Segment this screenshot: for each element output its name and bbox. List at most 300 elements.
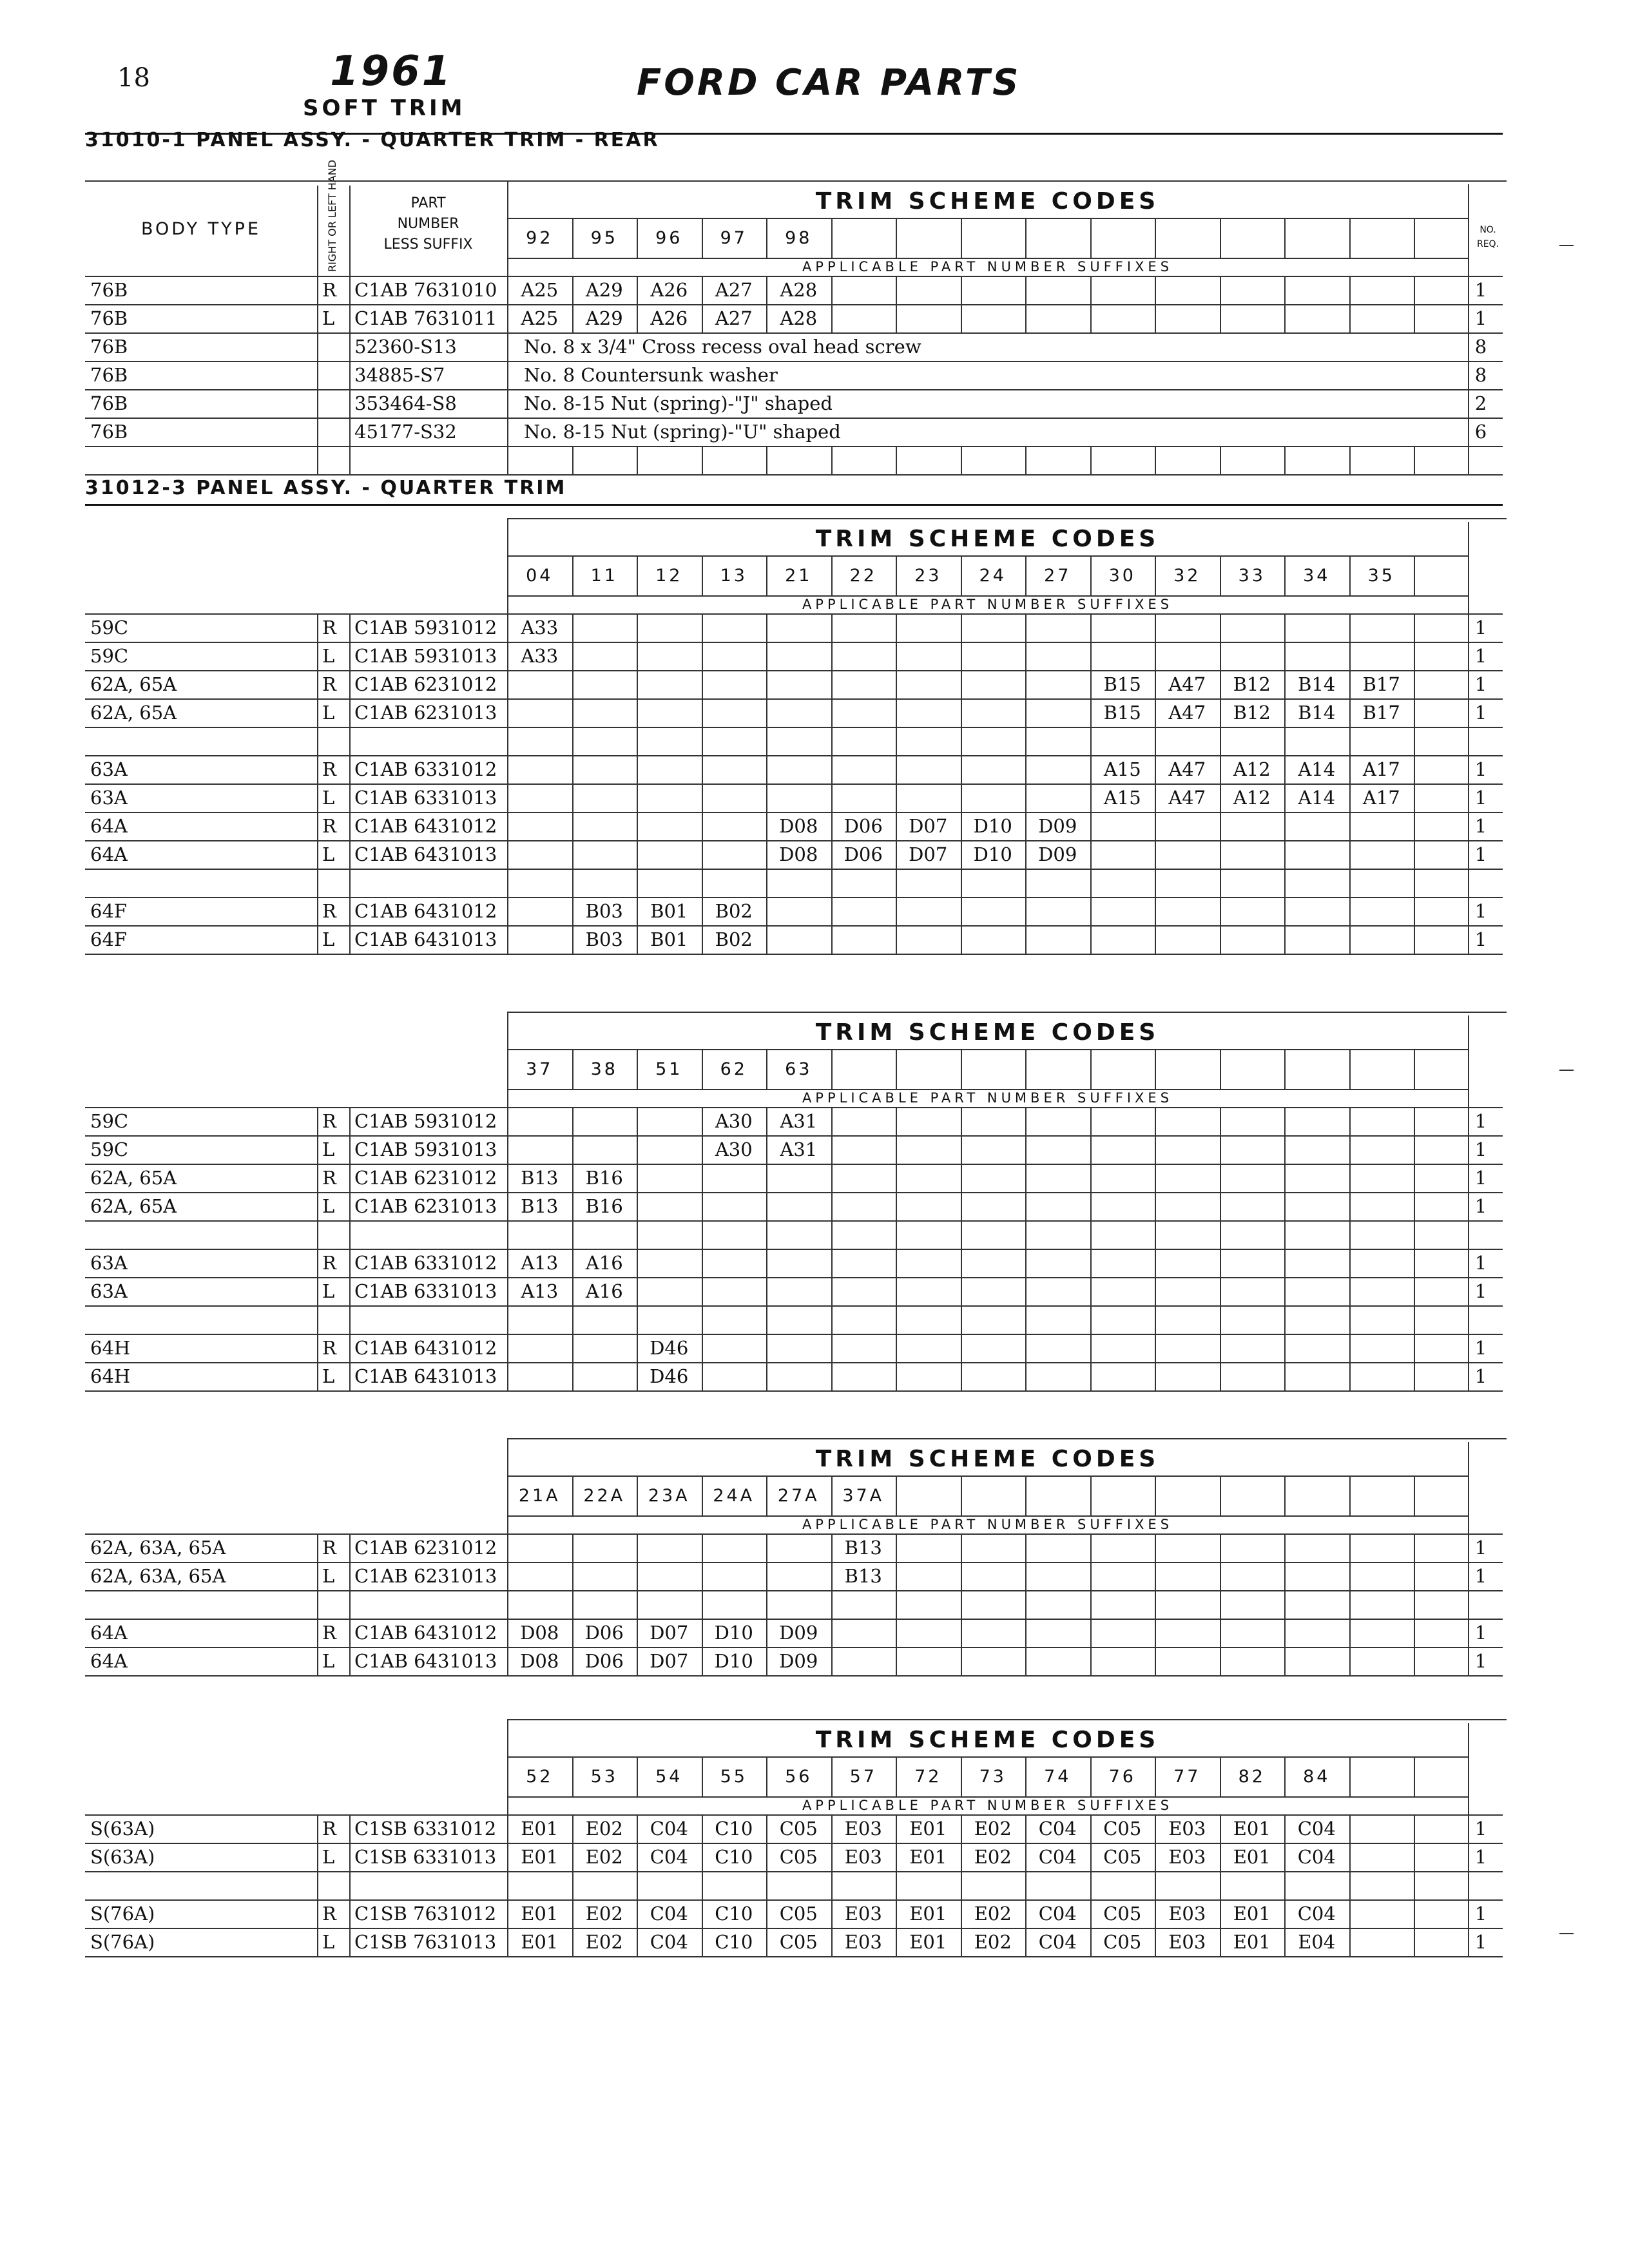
part-number-cell: C1AB 6431012 bbox=[354, 815, 497, 837]
suffix-divider bbox=[961, 670, 962, 698]
suffix-divider bbox=[1155, 840, 1156, 869]
suffix-divider bbox=[1414, 925, 1415, 954]
spacer-row bbox=[85, 1220, 1503, 1250]
suffix-divider bbox=[961, 613, 962, 642]
suffix-cell bbox=[637, 1192, 702, 1220]
suffix-divider bbox=[896, 304, 897, 332]
body-type-cell: 62A, 63A, 65A bbox=[90, 1537, 226, 1559]
suffix-divider bbox=[961, 783, 962, 812]
suffix-divider bbox=[1414, 670, 1415, 698]
column-divider bbox=[1468, 184, 1469, 280]
suffix-divider bbox=[1284, 897, 1286, 925]
right-or-left-hand-heading: RIGHT OR LEFT HAND bbox=[326, 160, 338, 272]
suffix-cell bbox=[637, 1107, 702, 1135]
suffix-divider bbox=[1155, 1249, 1156, 1277]
suffix-divider bbox=[1090, 897, 1092, 925]
suffix-cell: D46 bbox=[650, 1365, 689, 1387]
column-divider bbox=[507, 1533, 508, 1675]
suffix-divider bbox=[1025, 1619, 1027, 1647]
suffix-cell: D46 bbox=[650, 1337, 689, 1359]
suffix-cell: E01 bbox=[909, 1818, 947, 1840]
code-header-divider bbox=[637, 1049, 638, 1089]
trim-code-header bbox=[831, 1049, 896, 1089]
suffix-divider bbox=[1090, 613, 1092, 642]
suffix-divider bbox=[896, 1164, 897, 1192]
suffix-divider bbox=[1414, 642, 1415, 670]
column-divider bbox=[317, 613, 318, 954]
quantity-required-heading bbox=[1472, 223, 1504, 255]
code-header-divider bbox=[831, 1049, 833, 1089]
suffix-divider bbox=[1349, 304, 1351, 332]
table-row bbox=[85, 1899, 1503, 1929]
column-divider bbox=[349, 613, 351, 954]
suffix-divider bbox=[961, 1305, 962, 1334]
suffix-divider bbox=[1349, 783, 1351, 812]
body-type-cell: 64F bbox=[90, 928, 128, 950]
suffix-cell bbox=[1090, 897, 1155, 925]
suffix-cell bbox=[637, 840, 702, 869]
suffix-divider bbox=[896, 1135, 897, 1164]
suffix-cell: D08 bbox=[779, 815, 818, 837]
body-type-cell: 64A bbox=[90, 815, 128, 837]
suffix-divider bbox=[702, 698, 703, 727]
suffix-cell bbox=[507, 1533, 572, 1562]
suffix-divider bbox=[1349, 812, 1351, 840]
suffix-divider bbox=[1155, 1928, 1156, 1956]
trim-code-header: 24 bbox=[979, 565, 1007, 586]
suffix-divider bbox=[1284, 642, 1286, 670]
suffix-divider bbox=[572, 1899, 574, 1928]
suffix-divider bbox=[831, 698, 833, 727]
suffix-divider bbox=[1349, 1533, 1351, 1562]
suffix-divider bbox=[1349, 670, 1351, 698]
body-type-cell: 59C bbox=[90, 645, 129, 667]
suffix-divider bbox=[896, 897, 897, 925]
suffix-divider bbox=[637, 304, 638, 332]
suffix-cell bbox=[1155, 897, 1220, 925]
suffix-cell bbox=[1090, 613, 1155, 642]
part-number-cell: C1AB 7631011 bbox=[354, 307, 497, 329]
quantity-cell: 1 bbox=[1474, 307, 1487, 329]
suffix-divider bbox=[1414, 1362, 1415, 1390]
suffix-divider bbox=[1090, 783, 1092, 812]
suffix-cell: A28 bbox=[780, 279, 818, 301]
suffix-divider bbox=[1025, 840, 1027, 869]
suffix-divider bbox=[1414, 613, 1415, 642]
suffix-divider bbox=[766, 698, 767, 727]
table-row bbox=[85, 1928, 1503, 1957]
suffix-divider bbox=[766, 812, 767, 840]
code-header-divider bbox=[766, 1475, 767, 1515]
suffix-cell bbox=[702, 812, 767, 840]
suffix-divider bbox=[896, 755, 897, 783]
suffix-divider bbox=[572, 925, 574, 954]
suffix-divider bbox=[1284, 1590, 1286, 1619]
suffix-divider bbox=[702, 1277, 703, 1305]
suffix-divider bbox=[766, 840, 767, 869]
suffix-divider bbox=[1284, 925, 1286, 954]
suffix-cell: E03 bbox=[844, 1931, 882, 1953]
suffix-divider bbox=[1155, 812, 1156, 840]
suffix-divider bbox=[637, 276, 638, 304]
hand-cell: R bbox=[322, 900, 336, 922]
suffix-divider bbox=[831, 1164, 833, 1192]
trim-scheme-codes-heading: TRIM SCHEME CODES bbox=[815, 188, 1160, 215]
column-divider bbox=[507, 1107, 508, 1390]
suffix-cell bbox=[702, 670, 767, 698]
part-number-cell: C1SB 7631012 bbox=[354, 1903, 497, 1925]
suffix-divider bbox=[1155, 727, 1156, 755]
body-type-cell: 63A bbox=[90, 1280, 128, 1302]
trim-code-header: 96 bbox=[655, 227, 683, 248]
trim-code-header: 13 bbox=[720, 565, 747, 586]
suffix-divider bbox=[831, 446, 833, 474]
body-type-cell: 64A bbox=[90, 1650, 128, 1672]
code-header-divider bbox=[1284, 1475, 1286, 1515]
body-type-cell: 64F bbox=[90, 900, 128, 922]
code-header-divider bbox=[1090, 1049, 1092, 1089]
body-type-cell: 76B bbox=[90, 364, 128, 386]
suffix-cell: A17 bbox=[1362, 787, 1400, 809]
suffix-cell bbox=[1025, 925, 1090, 954]
suffix-cell bbox=[1025, 670, 1090, 698]
spacer-row bbox=[85, 1590, 1503, 1620]
suffix-divider bbox=[766, 1334, 767, 1362]
suffix-cell bbox=[766, 1334, 831, 1362]
suffix-divider bbox=[1414, 1619, 1415, 1647]
suffix-divider bbox=[1284, 1814, 1286, 1843]
suffix-divider bbox=[702, 1305, 703, 1334]
suffix-divider bbox=[702, 1362, 703, 1390]
suffix-divider bbox=[831, 613, 833, 642]
suffix-divider bbox=[896, 1192, 897, 1220]
suffix-divider bbox=[1155, 1164, 1156, 1192]
suffix-divider bbox=[896, 812, 897, 840]
quantity-cell: 1 bbox=[1474, 702, 1487, 724]
hand-cell: L bbox=[322, 928, 335, 950]
suffix-divider bbox=[637, 1277, 638, 1305]
suffix-cell: A26 bbox=[650, 279, 688, 301]
suffix-divider bbox=[831, 1220, 833, 1249]
suffix-divider bbox=[896, 869, 897, 897]
suffix-divider bbox=[896, 1843, 897, 1871]
suffix-cell: A25 bbox=[521, 307, 559, 329]
body-type-cell: 62A, 65A bbox=[90, 673, 177, 695]
suffix-cell bbox=[637, 783, 702, 812]
suffix-divider bbox=[766, 1107, 767, 1135]
suffix-divider bbox=[637, 1362, 638, 1390]
suffix-cell: A31 bbox=[780, 1110, 818, 1132]
suffix-divider bbox=[961, 897, 962, 925]
suffix-divider bbox=[572, 1164, 574, 1192]
suffix-divider bbox=[1349, 1899, 1351, 1928]
suffix-divider bbox=[1025, 1135, 1027, 1164]
suffix-cell: E03 bbox=[1168, 1818, 1206, 1840]
part-number-cell: C1AB 6231013 bbox=[354, 1195, 497, 1217]
applicable-suffixes-heading: APPLICABLE PART NUMBER SUFFIXES bbox=[802, 1798, 1173, 1813]
suffix-divider bbox=[1025, 1305, 1027, 1334]
suffix-divider bbox=[831, 1249, 833, 1277]
suffix-divider bbox=[1349, 613, 1351, 642]
header-top-rule bbox=[507, 1719, 1507, 1720]
suffix-cell: D09 bbox=[779, 1622, 818, 1644]
suffix-cell: E01 bbox=[1233, 1931, 1271, 1953]
trim-code-header bbox=[1090, 218, 1155, 258]
trim-code-header bbox=[1220, 218, 1285, 258]
trim-code-header bbox=[1349, 1475, 1414, 1515]
part-number-cell: C1AB 6231012 bbox=[354, 1537, 497, 1559]
suffix-divider bbox=[1349, 446, 1351, 474]
trim-code-header: 34 bbox=[1303, 565, 1331, 586]
suffix-cell bbox=[572, 840, 637, 869]
trim-code-header: 04 bbox=[526, 565, 554, 586]
suffix-divider bbox=[1284, 1871, 1286, 1899]
trim-code-header bbox=[831, 218, 896, 258]
hand-cell: R bbox=[322, 1622, 336, 1644]
suffix-cell bbox=[766, 783, 831, 812]
suffix-cell bbox=[1284, 925, 1349, 954]
suffix-divider bbox=[896, 1305, 897, 1334]
body-type-cell: S(63A) bbox=[90, 1846, 155, 1868]
suffix-divider bbox=[961, 642, 962, 670]
suffix-divider bbox=[961, 1249, 962, 1277]
column-divider bbox=[1468, 1015, 1469, 1111]
suffix-cell: B13 bbox=[844, 1565, 882, 1587]
hand-cell: R bbox=[322, 279, 336, 301]
hand-cell: L bbox=[322, 1195, 335, 1217]
trim-scheme-codes-heading: TRIM SCHEME CODES bbox=[815, 1019, 1160, 1046]
suffix-cell bbox=[1284, 642, 1349, 670]
suffix-divider bbox=[572, 755, 574, 783]
suffix-cell: B14 bbox=[1298, 673, 1336, 695]
suffix-divider bbox=[1025, 1843, 1027, 1871]
code-header-divider bbox=[702, 1756, 703, 1796]
suffix-divider bbox=[1025, 1334, 1027, 1362]
suffix-divider bbox=[1414, 1533, 1415, 1562]
page-number: 18 bbox=[117, 63, 150, 93]
suffix-divider bbox=[572, 897, 574, 925]
suffix-divider bbox=[1155, 613, 1156, 642]
suffix-divider bbox=[961, 840, 962, 869]
suffix-cell: B16 bbox=[585, 1195, 623, 1217]
part-number-cell: C1AB 5931013 bbox=[354, 1139, 497, 1160]
quantity-cell: 1 bbox=[1474, 1537, 1487, 1559]
column-divider bbox=[317, 1107, 318, 1390]
code-header-divider bbox=[572, 1049, 574, 1089]
body-type-cell: 59C bbox=[90, 1110, 129, 1132]
suffix-divider bbox=[1220, 869, 1221, 897]
suffix-divider bbox=[572, 1305, 574, 1334]
quantity-cell: 1 bbox=[1474, 1565, 1487, 1587]
hand-cell: L bbox=[322, 1280, 335, 1302]
suffix-cell bbox=[766, 925, 831, 954]
suffix-divider bbox=[1025, 1814, 1027, 1843]
suffix-cell: A17 bbox=[1362, 758, 1400, 780]
trim-code-header bbox=[1284, 218, 1349, 258]
suffix-cell: A15 bbox=[1103, 758, 1141, 780]
hand-cell: L bbox=[322, 645, 335, 667]
column-divider bbox=[507, 1719, 508, 1814]
suffix-cell: B02 bbox=[715, 928, 753, 950]
suffix-divider bbox=[1025, 1590, 1027, 1619]
suffix-divider bbox=[637, 1135, 638, 1164]
suffix-divider bbox=[572, 1619, 574, 1647]
suffix-divider bbox=[766, 1871, 767, 1899]
suffix-divider bbox=[702, 840, 703, 869]
suffix-divider bbox=[896, 1814, 897, 1843]
trim-code-header bbox=[961, 218, 1026, 258]
code-header-divider bbox=[1025, 1756, 1027, 1796]
trim-code-header: 21A bbox=[518, 1485, 561, 1506]
suffix-divider bbox=[1155, 755, 1156, 783]
suffix-divider bbox=[1414, 1871, 1415, 1899]
suffix-divider bbox=[766, 755, 767, 783]
trim-code-header: 53 bbox=[590, 1766, 618, 1787]
table-row bbox=[85, 755, 1503, 785]
code-header-divider bbox=[702, 1049, 703, 1089]
spacer-row bbox=[85, 727, 1503, 756]
suffix-divider bbox=[831, 1619, 833, 1647]
suffix-cell bbox=[1025, 755, 1090, 783]
suffix-cell: C10 bbox=[715, 1846, 753, 1868]
suffix-divider bbox=[961, 1220, 962, 1249]
suffix-divider bbox=[1155, 642, 1156, 670]
suffix-cell bbox=[702, 642, 767, 670]
suffix-cell: E04 bbox=[1298, 1931, 1336, 1953]
trim-code-header bbox=[1155, 218, 1220, 258]
suffix-divider bbox=[1025, 613, 1027, 642]
suffix-divider bbox=[1414, 783, 1415, 812]
suffix-cell: B17 bbox=[1362, 673, 1400, 695]
part-number-cell: C1SB 6331013 bbox=[354, 1846, 497, 1868]
suffix-divider bbox=[896, 1533, 897, 1562]
suffix-divider bbox=[1284, 869, 1286, 897]
suffix-divider bbox=[766, 869, 767, 897]
part-number-cell: 353464-S8 bbox=[354, 392, 457, 414]
trim-code-header bbox=[1220, 1049, 1285, 1089]
suffix-divider bbox=[1220, 783, 1221, 812]
suffix-divider bbox=[766, 670, 767, 698]
suffix-divider bbox=[1349, 869, 1351, 897]
body-type-cell: 76B bbox=[90, 307, 128, 329]
suffix-divider bbox=[1090, 1220, 1092, 1249]
suffix-divider bbox=[572, 1334, 574, 1362]
suffix-divider bbox=[702, 783, 703, 812]
suffix-divider bbox=[1155, 1305, 1156, 1334]
trim-code-header: 35 bbox=[1367, 565, 1395, 586]
suffix-cell bbox=[507, 812, 572, 840]
suffix-divider bbox=[961, 304, 962, 332]
suffix-cell bbox=[702, 1562, 767, 1590]
suffix-divider bbox=[766, 642, 767, 670]
quantity-cell: 8 bbox=[1474, 336, 1487, 358]
suffix-cell bbox=[507, 840, 572, 869]
table-row bbox=[85, 1249, 1503, 1278]
suffix-cell: D06 bbox=[584, 1622, 624, 1644]
suffix-cell bbox=[1025, 642, 1090, 670]
suffix-divider bbox=[896, 1220, 897, 1249]
column-divider bbox=[507, 276, 508, 474]
suffix-cell bbox=[1025, 897, 1090, 925]
suffix-cell: E03 bbox=[1168, 1846, 1206, 1868]
column-divider bbox=[507, 518, 508, 613]
suffix-cell bbox=[1349, 840, 1414, 869]
suffix-divider bbox=[572, 1562, 574, 1590]
trim-code-header: 21 bbox=[785, 565, 813, 586]
suffix-divider bbox=[702, 1814, 703, 1843]
quantity-cell: 1 bbox=[1474, 1818, 1487, 1840]
suffix-cell bbox=[766, 1533, 831, 1562]
suffix-cell bbox=[896, 642, 961, 670]
suffix-divider bbox=[1220, 1647, 1221, 1675]
part-number-cell: 45177-S32 bbox=[354, 421, 457, 443]
suffix-divider bbox=[1284, 1619, 1286, 1647]
body-type-cell: S(63A) bbox=[90, 1818, 155, 1840]
suffix-cell: B15 bbox=[1103, 702, 1141, 724]
suffix-divider bbox=[831, 1562, 833, 1590]
suffix-divider bbox=[1090, 642, 1092, 670]
suffix-divider bbox=[1220, 1277, 1221, 1305]
suffix-divider bbox=[1090, 1814, 1092, 1843]
section-rule bbox=[85, 504, 1503, 506]
trim-code-header: 24A bbox=[713, 1485, 755, 1506]
suffix-cell: D07 bbox=[909, 843, 948, 865]
suffix-cell: A29 bbox=[585, 307, 623, 329]
part-description-cell: No. 8 Countersunk washer bbox=[524, 364, 778, 386]
trim-code-header: 23A bbox=[648, 1485, 690, 1506]
suffix-divider bbox=[1155, 1871, 1156, 1899]
trim-code-header: 74 bbox=[1044, 1766, 1072, 1787]
trim-code-header: 76 bbox=[1108, 1766, 1136, 1787]
column-divider bbox=[1468, 522, 1469, 617]
suffix-cell bbox=[507, 1334, 572, 1362]
suffix-divider bbox=[1220, 897, 1221, 925]
suffix-divider bbox=[831, 1107, 833, 1135]
part-number-cell: C1AB 6431012 bbox=[354, 900, 497, 922]
quantity-cell: 1 bbox=[1474, 617, 1487, 639]
suffix-divider bbox=[572, 613, 574, 642]
trim-code-header bbox=[1349, 1049, 1414, 1089]
suffix-cell: C05 bbox=[779, 1931, 818, 1953]
suffix-divider bbox=[961, 1362, 962, 1390]
table-row bbox=[85, 698, 1503, 728]
suffix-divider bbox=[766, 1899, 767, 1928]
quantity-required-heading-line: NO. bbox=[1480, 225, 1496, 235]
suffix-divider bbox=[1349, 755, 1351, 783]
suffix-cell: A27 bbox=[715, 307, 753, 329]
code-header-divider bbox=[1349, 1475, 1351, 1515]
suffix-cell: C10 bbox=[715, 1903, 753, 1925]
suffix-divider bbox=[1220, 1899, 1221, 1928]
part-description-cell: No. 8-15 Nut (spring)-"U" shaped bbox=[524, 421, 841, 443]
column-divider bbox=[507, 1012, 508, 1107]
hand-cell bbox=[317, 418, 349, 446]
suffix-cell: D06 bbox=[843, 815, 883, 837]
suffix-cell: E03 bbox=[1168, 1931, 1206, 1953]
suffix-divider bbox=[1414, 869, 1415, 897]
suffix-divider bbox=[896, 1647, 897, 1675]
suffix-cell: A16 bbox=[585, 1252, 623, 1274]
suffix-divider bbox=[702, 276, 703, 304]
suffix-divider bbox=[766, 1814, 767, 1843]
trim-code-header: 51 bbox=[655, 1059, 683, 1079]
suffix-cell bbox=[1349, 812, 1414, 840]
suffix-divider bbox=[1155, 304, 1156, 332]
suffix-divider bbox=[1414, 1277, 1415, 1305]
body-type-cell: 64A bbox=[90, 1622, 128, 1644]
column-divider bbox=[1468, 276, 1469, 474]
suffix-divider bbox=[766, 446, 767, 474]
